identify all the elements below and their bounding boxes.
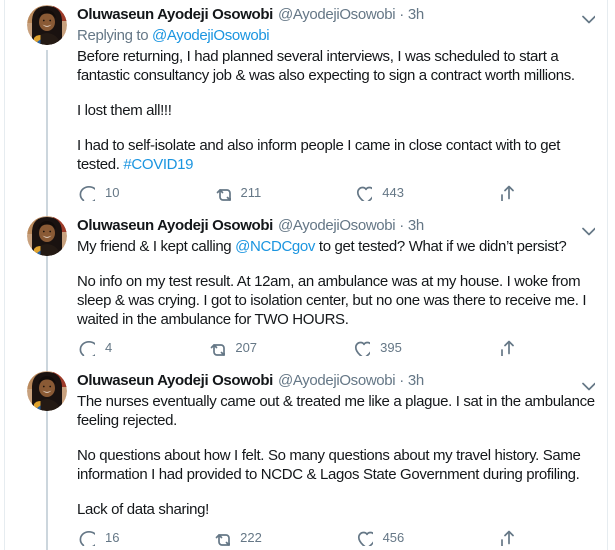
chevron-down-icon (577, 374, 595, 392)
tweet-paragraph (77, 101, 599, 120)
like-button[interactable] (352, 338, 402, 356)
meta-separator: · (399, 6, 404, 23)
tweet-header (77, 371, 599, 390)
share-icon (497, 183, 515, 201)
tweet-paragraph (77, 136, 599, 174)
like-count: 456 (382, 529, 405, 545)
tweet-content (77, 371, 599, 548)
timestamp[interactable]: 3h (407, 217, 424, 234)
share-button[interactable] (497, 528, 515, 546)
text-segment: Lack of data sharing! (77, 501, 209, 518)
tweet-more-button[interactable] (577, 374, 595, 392)
retweet-count: 207 (235, 339, 258, 355)
tweet-thread (4, 0, 608, 550)
avatar[interactable] (27, 371, 67, 411)
avatar-image (27, 216, 67, 256)
tweet-gutter (27, 371, 67, 548)
retweet-button[interactable] (207, 338, 257, 356)
retweet-icon (207, 338, 225, 356)
reply-button[interactable] (77, 338, 112, 356)
reply-icon (77, 528, 95, 546)
tweet-gutter (27, 216, 67, 358)
chevron-down-icon (577, 7, 595, 25)
text-segment: to get tested? What if we didn’t persist? (315, 238, 567, 255)
share-button[interactable] (497, 183, 515, 201)
retweet-icon (212, 528, 230, 546)
reply-count: 4 (105, 339, 113, 355)
retweet-button[interactable] (212, 528, 262, 546)
author-name[interactable]: Oluwaseun Ayodeji Osowobi (77, 372, 273, 389)
text-segment: No info on my test result. At 12am, an ambulance was at my house. I woke from sleep & was crying. I got to isolation center, but no one was there to receive me. I waited in the ambulance for TWO HOURS. (77, 273, 587, 328)
tweet (5, 0, 607, 212)
text-segment: My friend & I kept calling (77, 238, 236, 255)
tweet (5, 212, 607, 367)
share-icon (497, 338, 515, 356)
tweet-paragraph (77, 500, 599, 519)
hashtag-link[interactable]: #COVID19 (123, 156, 194, 173)
timestamp[interactable]: 3h (407, 6, 424, 23)
meta-separator: · (399, 217, 404, 234)
tweet-actions (77, 526, 515, 548)
share-button[interactable] (497, 338, 515, 356)
author-name[interactable]: Oluwaseun Ayodeji Osowobi (77, 217, 273, 234)
retweet-button[interactable] (213, 183, 262, 201)
tweet-actions (77, 336, 515, 358)
author-handle[interactable]: @AyodejiOsowobi (278, 6, 396, 23)
like-button[interactable] (354, 183, 404, 201)
text-segment: I had to self-isolate and also inform people I came in close contact with to get tested. (77, 137, 561, 173)
tweet-gutter (27, 5, 67, 203)
reply-icon (77, 183, 95, 201)
retweet-count: 211 (240, 184, 262, 200)
tweet (5, 367, 607, 550)
meta-separator: · (399, 372, 404, 389)
share-icon (497, 528, 515, 546)
like-count: 395 (380, 339, 402, 355)
text-segment: Before returning, I had planned several interviews, I was scheduled to start a fantastic consultancy job & was also expecting to sign a contract worth millions. (77, 48, 575, 84)
reply-count: 16 (105, 529, 120, 545)
author-handle[interactable]: @AyodejiOsowobi (278, 372, 396, 389)
tweet-paragraph (77, 237, 599, 256)
reply-button[interactable] (77, 528, 119, 546)
tweet-paragraph (77, 446, 599, 484)
reply-button[interactable] (77, 183, 119, 201)
retweet-icon (213, 183, 231, 201)
tweet-header (77, 5, 599, 24)
avatar-image (27, 371, 67, 411)
text-segment: I lost them all!!! (77, 102, 172, 119)
tweet-paragraph (77, 47, 599, 85)
avatar-image (27, 5, 67, 45)
like-button[interactable] (355, 528, 405, 546)
tweet-paragraph (77, 392, 599, 430)
reply-count: 10 (105, 184, 120, 200)
tweet-actions (77, 181, 515, 203)
chevron-down-icon (577, 219, 595, 237)
avatar[interactable] (27, 5, 67, 45)
author-handle[interactable]: @AyodejiOsowobi (278, 217, 396, 234)
retweet-count: 222 (240, 529, 262, 545)
replying-to-line (77, 26, 599, 45)
mention-link[interactable]: @NCDCgov (235, 238, 316, 255)
tweet-more-button[interactable] (577, 7, 595, 25)
reply-icon (77, 338, 95, 356)
replying-to-mention-link[interactable]: @AyodejiOsowobi (152, 27, 270, 44)
avatar[interactable] (27, 216, 67, 256)
author-name[interactable]: Oluwaseun Ayodeji Osowobi (77, 6, 273, 23)
tweet-content (77, 5, 599, 203)
heart-icon (355, 528, 373, 546)
text-segment: No questions about how I felt. So many questions about my travel history. Same information I had provided to NCDC & Lagos State Government during profiling. (77, 447, 581, 483)
text-segment: The nurses eventually came out & treated me like a plague. I sat in the ambulance feeling rejected. (77, 393, 595, 429)
heart-icon (354, 183, 372, 201)
like-count: 443 (382, 184, 404, 200)
tweet-paragraph (77, 272, 599, 329)
tweet-content (77, 216, 599, 358)
timestamp[interactable]: 3h (407, 372, 424, 389)
tweet-header (77, 216, 599, 235)
heart-icon (352, 338, 370, 356)
replying-to-prefix: Replying to (77, 27, 149, 44)
tweet-more-button[interactable] (577, 219, 595, 237)
